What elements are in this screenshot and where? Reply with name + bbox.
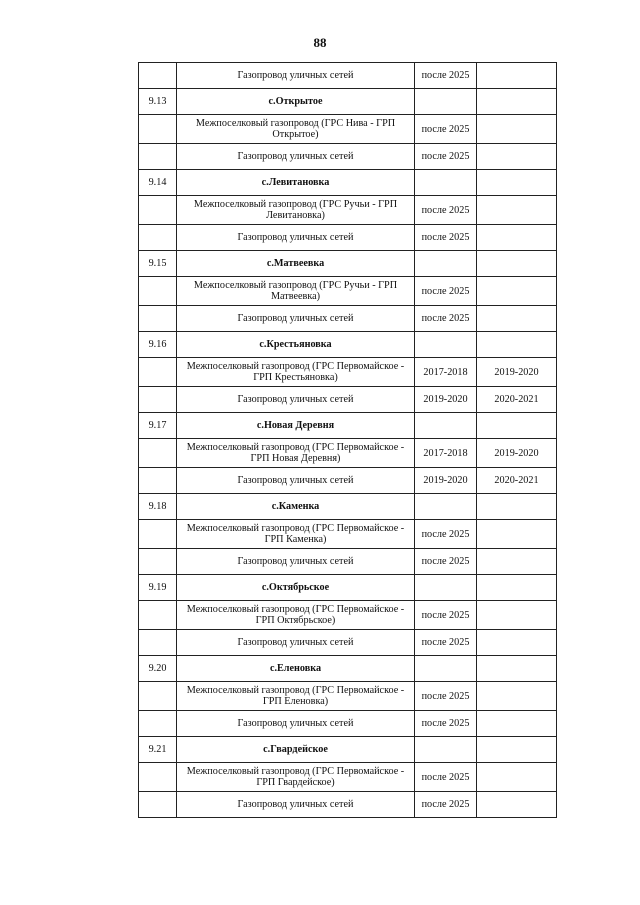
row-number-cell — [139, 358, 177, 387]
settlement-row — [139, 494, 557, 520]
period-2-cell — [477, 520, 557, 549]
row-number-cell: 9.13 — [139, 89, 177, 115]
period-1-cell: 2019-2020 — [415, 387, 477, 413]
settlement-row — [139, 737, 557, 763]
period-2-cell — [477, 115, 557, 144]
period-2-cell — [477, 682, 557, 711]
object-name-cell: Газопровод уличных сетей — [177, 468, 415, 494]
row-number-cell — [139, 196, 177, 225]
period-2-cell — [477, 277, 557, 306]
page-number: 88 — [313, 35, 327, 50]
period-1-cell: 2019-2020 — [415, 468, 477, 494]
period-2-cell: 2019-2020 — [477, 439, 557, 468]
settlement-name-cell: с.Крестьяновка — [177, 332, 415, 358]
settlement-name-cell: с.Октябрьское — [177, 575, 415, 601]
object-name-cell: Межпоселковый газопровод (ГРС Первомайское - ГРП Еленовка) — [177, 682, 415, 711]
object-name-cell: Межпоселковый газопровод (ГРС Ручьи - ГРП Левитановка) — [177, 196, 415, 225]
period-1-cell: после 2025 — [415, 792, 477, 818]
object-name-cell: Газопровод уличных сетей — [177, 711, 415, 737]
table-row — [139, 144, 557, 170]
period-2-cell — [477, 89, 557, 115]
settlement-name-cell: с.Левитановка — [177, 170, 415, 196]
period-1-cell: после 2025 — [415, 763, 477, 792]
settlement-name-cell: с.Открытое — [177, 89, 415, 115]
settlement-name-cell: с.Еленовка — [177, 656, 415, 682]
settlement-name-cell: с.Каменка — [177, 494, 415, 520]
row-number-cell — [139, 144, 177, 170]
period-2-cell: 2019-2020 — [477, 358, 557, 387]
period-2-cell — [477, 170, 557, 196]
row-number-cell — [139, 549, 177, 575]
table-row — [139, 439, 557, 468]
period-1-cell: после 2025 — [415, 682, 477, 711]
row-number-cell — [139, 439, 177, 468]
period-1-cell: после 2025 — [415, 63, 477, 89]
object-name-cell: Газопровод уличных сетей — [177, 306, 415, 332]
period-2-cell — [477, 549, 557, 575]
period-2-cell — [477, 656, 557, 682]
period-2-cell — [477, 711, 557, 737]
settlement-row — [139, 332, 557, 358]
row-number-cell — [139, 763, 177, 792]
object-name-cell: Межпоселковый газопровод (ГРС Первомайское - ГРП Крестьяновка) — [177, 358, 415, 387]
object-name-cell: Межпоселковый газопровод (ГРС Первомайское - ГРП Гвардейское) — [177, 763, 415, 792]
period-1-cell: после 2025 — [415, 277, 477, 306]
table-row — [139, 763, 557, 792]
table-row — [139, 792, 557, 818]
period-2-cell — [477, 630, 557, 656]
period-2-cell — [477, 601, 557, 630]
row-number-cell — [139, 468, 177, 494]
object-name-cell: Межпоселковый газопровод (ГРС Первомайское - ГРП Новая Деревня) — [177, 439, 415, 468]
row-number-cell — [139, 63, 177, 89]
row-number-cell — [139, 115, 177, 144]
period-1-cell — [415, 170, 477, 196]
period-1-cell: после 2025 — [415, 520, 477, 549]
period-1-cell: 2017-2018 — [415, 439, 477, 468]
period-1-cell — [415, 575, 477, 601]
table-row — [139, 387, 557, 413]
row-number-cell: 9.19 — [139, 575, 177, 601]
period-1-cell — [415, 251, 477, 277]
object-name-cell: Межпоселковый газопровод (ГРС Первомайское - ГРП Каменка) — [177, 520, 415, 549]
settlement-row — [139, 89, 557, 115]
row-number-cell: 9.17 — [139, 413, 177, 439]
table-row — [139, 682, 557, 711]
gas-pipeline-table — [138, 62, 557, 818]
row-number-cell: 9.15 — [139, 251, 177, 277]
row-number-cell — [139, 630, 177, 656]
period-2-cell — [477, 413, 557, 439]
settlement-name-cell: с.Новая Деревня — [177, 413, 415, 439]
row-number-cell — [139, 792, 177, 818]
object-name-cell: Межпоселковый газопровод (ГРС Нива - ГРП Открытое) — [177, 115, 415, 144]
period-1-cell: после 2025 — [415, 115, 477, 144]
settlement-row — [139, 575, 557, 601]
period-1-cell — [415, 656, 477, 682]
period-2-cell: 2020-2021 — [477, 387, 557, 413]
settlement-row — [139, 251, 557, 277]
period-2-cell — [477, 737, 557, 763]
table-row — [139, 711, 557, 737]
period-2-cell — [477, 63, 557, 89]
table-row — [139, 601, 557, 630]
period-1-cell: после 2025 — [415, 225, 477, 251]
row-number-cell: 9.14 — [139, 170, 177, 196]
settlement-name-cell: с.Гвардейское — [177, 737, 415, 763]
row-number-cell — [139, 306, 177, 332]
table-row — [139, 225, 557, 251]
row-number-cell: 9.20 — [139, 656, 177, 682]
table-row — [139, 63, 557, 89]
period-2-cell — [477, 251, 557, 277]
period-1-cell — [415, 737, 477, 763]
period-1-cell: после 2025 — [415, 144, 477, 170]
gas-pipeline-table-body — [139, 63, 557, 818]
object-name-cell: Газопровод уличных сетей — [177, 549, 415, 575]
period-1-cell — [415, 494, 477, 520]
table-row — [139, 549, 557, 575]
object-name-cell: Газопровод уличных сетей — [177, 792, 415, 818]
period-1-cell: после 2025 — [415, 711, 477, 737]
table-row — [139, 520, 557, 549]
period-2-cell — [477, 792, 557, 818]
object-name-cell: Газопровод уличных сетей — [177, 630, 415, 656]
period-2-cell — [477, 196, 557, 225]
period-2-cell — [477, 306, 557, 332]
row-number-cell — [139, 601, 177, 630]
object-name-cell: Межпоселковый газопровод (ГРС Ручьи - ГРП Матвеевка) — [177, 277, 415, 306]
period-1-cell: после 2025 — [415, 306, 477, 332]
object-name-cell: Газопровод уличных сетей — [177, 387, 415, 413]
row-number-cell: 9.16 — [139, 332, 177, 358]
period-1-cell: после 2025 — [415, 630, 477, 656]
row-number-cell — [139, 711, 177, 737]
period-2-cell — [477, 763, 557, 792]
row-number-cell — [139, 682, 177, 711]
settlement-row — [139, 413, 557, 439]
table-row — [139, 630, 557, 656]
table-row — [139, 196, 557, 225]
period-2-cell — [477, 494, 557, 520]
settlement-row — [139, 170, 557, 196]
period-1-cell — [415, 89, 477, 115]
settlement-name-cell: с.Матвеевка — [177, 251, 415, 277]
row-number-cell: 9.18 — [139, 494, 177, 520]
object-name-cell: Газопровод уличных сетей — [177, 144, 415, 170]
row-number-cell — [139, 277, 177, 306]
object-name-cell: Газопровод уличных сетей — [177, 63, 415, 89]
period-1-cell: после 2025 — [415, 549, 477, 575]
period-1-cell: после 2025 — [415, 601, 477, 630]
period-2-cell — [477, 575, 557, 601]
row-number-cell: 9.21 — [139, 737, 177, 763]
period-2-cell — [477, 144, 557, 170]
table-row — [139, 468, 557, 494]
settlement-row — [139, 656, 557, 682]
period-2-cell — [477, 332, 557, 358]
row-number-cell — [139, 520, 177, 549]
row-number-cell — [139, 387, 177, 413]
table-row — [139, 306, 557, 332]
object-name-cell: Газопровод уличных сетей — [177, 225, 415, 251]
table-row — [139, 277, 557, 306]
period-2-cell — [477, 225, 557, 251]
table-row — [139, 358, 557, 387]
period-2-cell: 2020-2021 — [477, 468, 557, 494]
row-number-cell — [139, 225, 177, 251]
period-1-cell: после 2025 — [415, 196, 477, 225]
period-1-cell — [415, 332, 477, 358]
period-1-cell — [415, 413, 477, 439]
object-name-cell: Межпоселковый газопровод (ГРС Первомайское - ГРП Октябрьское) — [177, 601, 415, 630]
period-1-cell: 2017-2018 — [415, 358, 477, 387]
table-row — [139, 115, 557, 144]
